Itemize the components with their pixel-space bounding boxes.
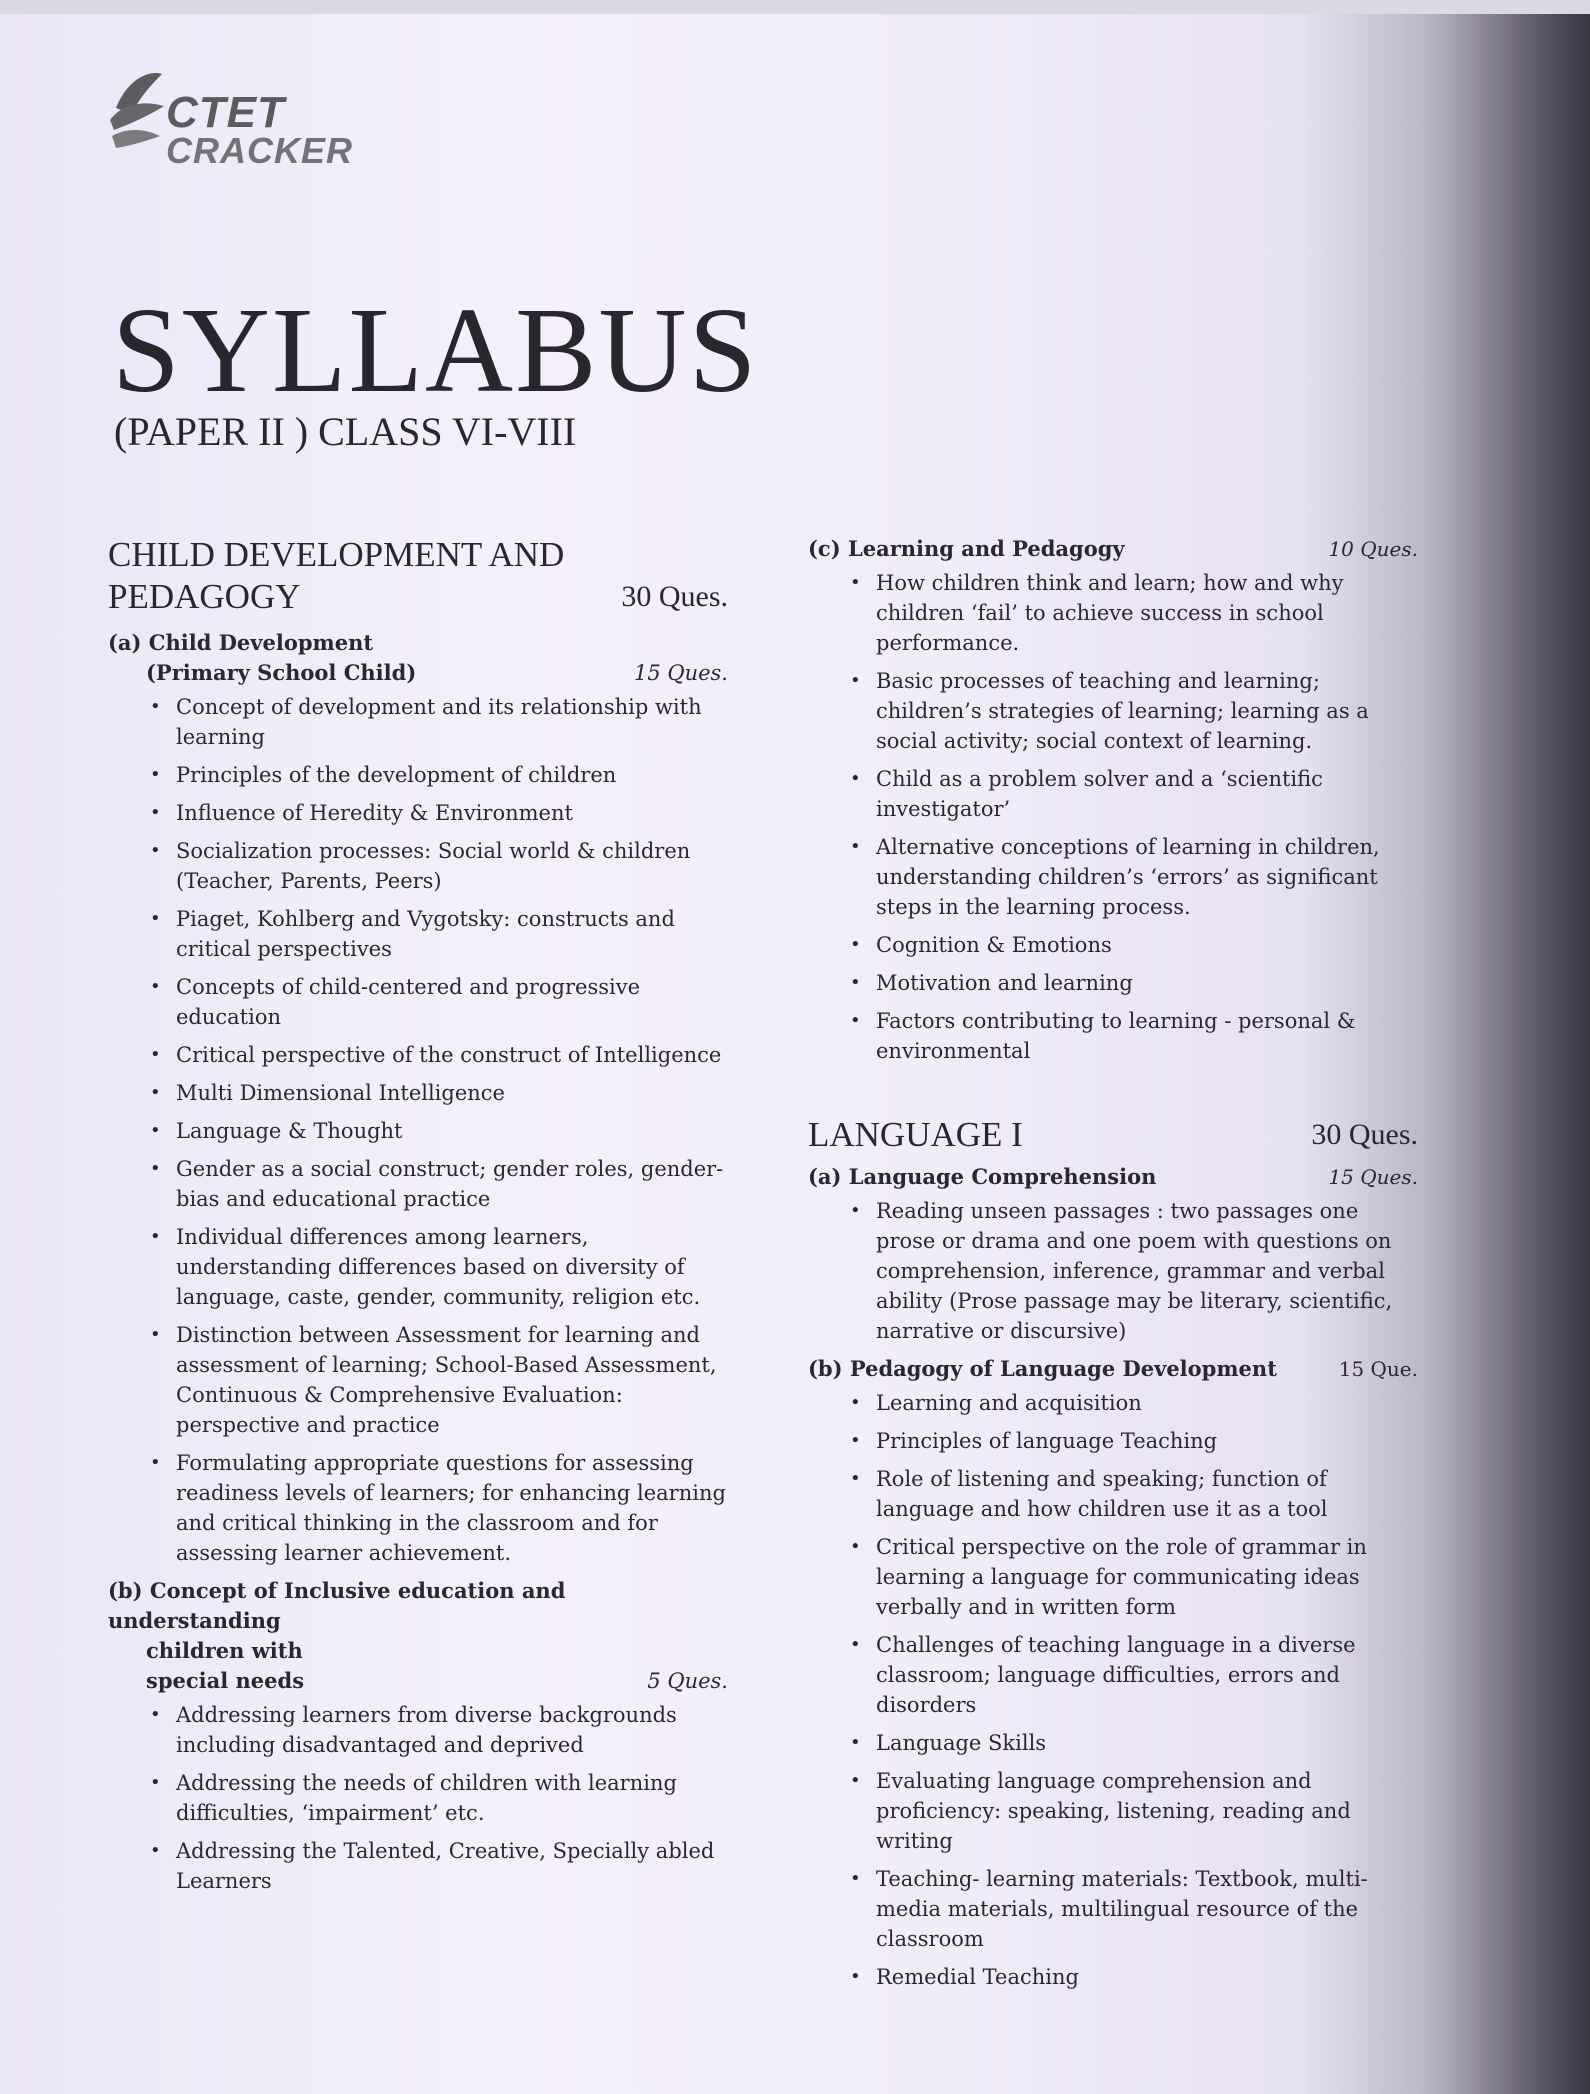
section-child-development <box>108 534 728 618</box>
subsection-b-ques: 5 Ques. <box>647 1669 728 1693</box>
subsection-lb-ques: 15 Que. <box>1338 1357 1418 1381</box>
list-item: • Piaget, Kohlberg and Vygotsky: constructs and critical perspectives <box>150 904 728 964</box>
list-item: • Factors contributing to learning - personal & environmental <box>850 1006 1418 1066</box>
subsection-c-title: (c) Learning and Pedagogy <box>808 536 1125 561</box>
list-item: • Cognition & Emotions <box>850 930 1418 960</box>
subsection-a-ques: 15 Ques. <box>633 661 728 685</box>
subsection-c-ques: 10 Ques. <box>1328 537 1418 561</box>
list-item: • Motivation and learning <box>850 968 1418 998</box>
section-heading-row2 <box>108 576 728 618</box>
subsection-b-heading <box>108 1576 728 1636</box>
subsection-a-heading <box>108 628 728 658</box>
left-column <box>108 534 728 1904</box>
section-heading <box>108 534 728 576</box>
list-item: • Principles of language Teaching <box>850 1426 1418 1456</box>
list-item: • Critical perspective on the role of grammar in learning a language for communicating ideas verbally and in written form <box>850 1532 1418 1622</box>
subsection-b-list <box>108 1700 728 1896</box>
list-item: • Distinction between Assessment for learning and assessment of learning; School-Based Assessment, Continuous & Comprehensive Evaluation: perspective and practice <box>150 1320 728 1440</box>
subsection-c-heading <box>808 534 1418 564</box>
page-title: SYLLABUS <box>112 283 759 418</box>
subsection-lb-list <box>808 1388 1418 1992</box>
subsection-la-title: (a) Language Comprehension <box>808 1164 1157 1189</box>
page-top-edge <box>0 0 1590 14</box>
logo-leaf-icon <box>108 70 168 160</box>
list-item: • Remedial Teaching <box>850 1962 1418 1992</box>
section-heading-line1: CHILD DEVELOPMENT AND <box>108 535 565 574</box>
logo-line2: CRACKER <box>166 130 353 171</box>
list-item: • Reading unseen passages : two passages one prose or drama and one poem with questions on comprehension, inference, grammar and verbal ability (Prose passage may be literary, scientific, narrative or discursive) <box>850 1196 1418 1346</box>
section-language-heading <box>808 1114 1418 1156</box>
list-item: • Critical perspective of the construct of Intelligence <box>150 1040 728 1070</box>
list-item: • Multi Dimensional Intelligence <box>150 1078 728 1108</box>
list-item: • Concept of development and its relationship with learning <box>150 692 728 752</box>
subsection-lb-title: (b) Pedagogy of Language Development <box>808 1356 1277 1381</box>
list-item: • Language Skills <box>850 1728 1418 1758</box>
page-subtitle: (PAPER II ) CLASS VI-VIII <box>114 409 577 454</box>
list-item: • Socialization processes: Social world & children (Teacher, Parents, Peers) <box>150 836 728 896</box>
list-item: • Individual differences among learners, understanding differences based on diversity of language, caste, gender, community, religion etc. <box>150 1222 728 1312</box>
right-column <box>808 534 1418 2000</box>
subsection-b-title: (b) Concept of Inclusive education and understanding <box>108 1578 566 1633</box>
list-item: • Addressing the needs of children with learning difficulties, ‘impairment’ etc. <box>150 1768 728 1828</box>
section-ques: 30 Ques. <box>621 580 728 613</box>
list-item: • Challenges of teaching language in a diverse classroom; language difficulties, errors and disorders <box>850 1630 1418 1720</box>
section-heading-line2: PEDAGOGY <box>108 577 301 616</box>
subsection-a-row2 <box>108 658 728 688</box>
section-language-title: LANGUAGE I <box>808 1115 1023 1154</box>
list-item: • Addressing learners from diverse backgrounds including disadvantaged and deprived <box>150 1700 728 1760</box>
subsection-la-list <box>808 1196 1418 1346</box>
subsection-a-title: (a) Child Development <box>108 630 374 655</box>
section-language-ques: 30 Ques. <box>1311 1118 1418 1151</box>
subsection-a-title2: (Primary School Child) <box>146 660 417 685</box>
list-item: • Gender as a social construct; gender roles, gender-bias and educational practice <box>150 1154 728 1214</box>
logo-line1: CTET <box>166 88 285 137</box>
subsection-c-list <box>808 568 1418 1066</box>
subsection-b-row3 <box>108 1666 728 1696</box>
subsection-b-title2: children with <box>146 1638 303 1663</box>
list-item: • Formulating appropriate questions for assessing readiness levels of learners; for enhancing learning and critical thinking in the classroom and for assessing learner achievement. <box>150 1448 728 1568</box>
list-item: • Concepts of child-centered and progressive education <box>150 972 728 1032</box>
subsection-la-heading <box>808 1162 1418 1192</box>
list-item: • Influence of Heredity & Environment <box>150 798 728 828</box>
list-item: • Language & Thought <box>150 1116 728 1146</box>
list-item: • Evaluating language comprehension and proficiency: speaking, listening, reading and writing <box>850 1766 1418 1856</box>
subsection-b-title3: special needs <box>146 1668 305 1693</box>
list-item: • How children think and learn; how and why children ‘fail’ to achieve success in school performance. <box>850 568 1418 658</box>
subsection-a-list <box>108 692 728 1568</box>
subsection-lb-heading <box>808 1354 1418 1384</box>
list-item: • Child as a problem solver and a ‘scientific investigator’ <box>850 764 1418 824</box>
list-item: • Addressing the Talented, Creative, Specially abled Learners <box>150 1836 728 1896</box>
list-item: • Alternative conceptions of learning in children, understanding children’s ‘errors’ as significant steps in the learning process. <box>850 832 1418 922</box>
list-item: • Learning and acquisition <box>850 1388 1418 1418</box>
subsection-la-ques: 15 Ques. <box>1328 1165 1418 1189</box>
list-item: • Role of listening and speaking; function of language and how children use it as a tool <box>850 1464 1418 1524</box>
list-item: • Teaching- learning materials: Textbook, multi-media materials, multilingual resource of the classroom <box>850 1864 1418 1954</box>
list-item: • Principles of the development of children <box>150 760 728 790</box>
ctet-cracker-logo <box>108 70 368 180</box>
list-item: • Basic processes of teaching and learning; children’s strategies of learning; learning as a social activity; social context of learning. <box>850 666 1418 756</box>
subsection-b-row2 <box>108 1636 728 1666</box>
